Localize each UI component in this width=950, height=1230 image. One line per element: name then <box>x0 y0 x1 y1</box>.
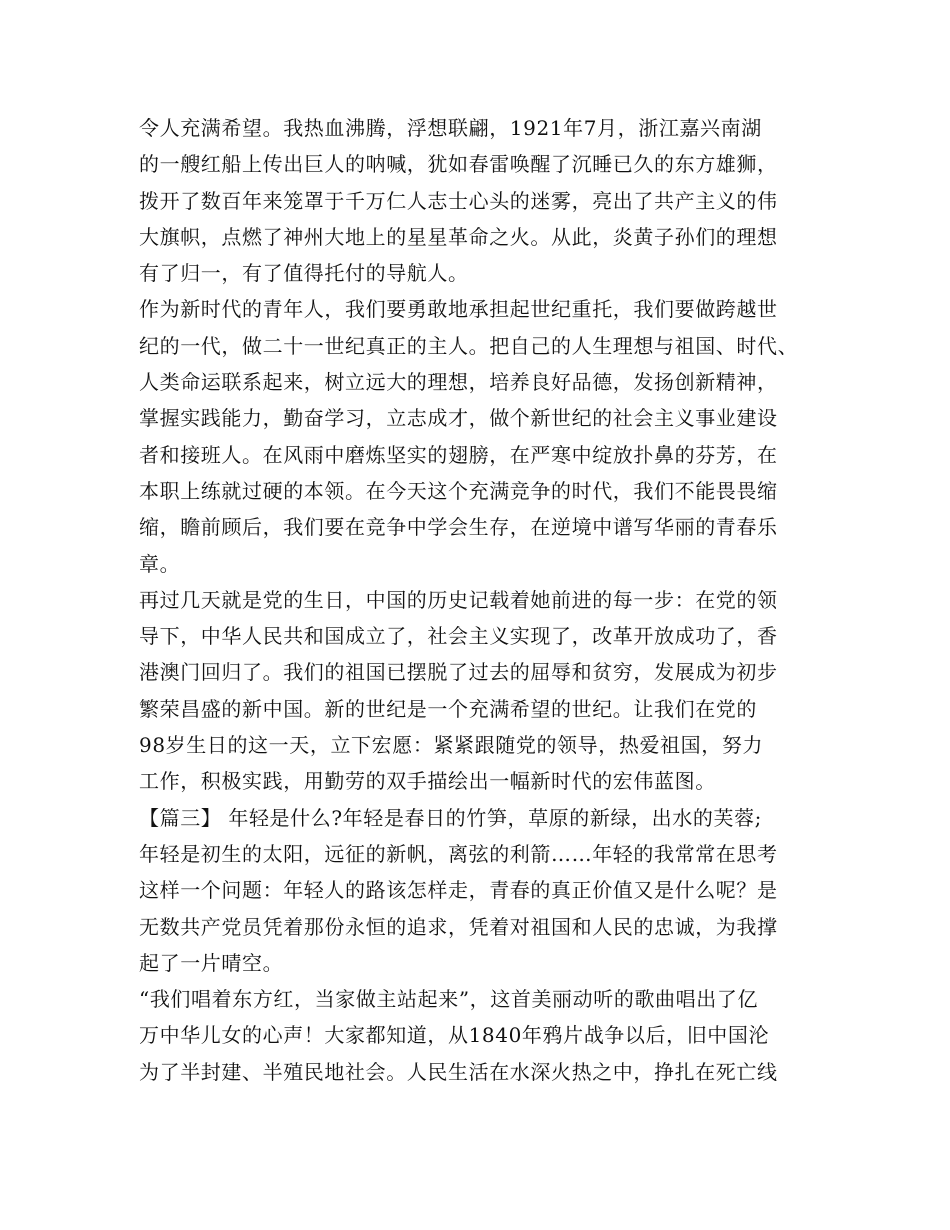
text-line: 繁荣昌盛的新中国。新的世纪是一个充满希望的世纪。让我们在党的 <box>139 696 757 721</box>
text-line: “我们唱着东方红，当家做主站起来”，这首美丽动听的歌曲唱出了亿 <box>139 987 759 1012</box>
text-line: 工作，积极实践，用勤劳的双手描绘出一幅新时代的宏伟蓝图。 <box>139 769 716 794</box>
text-line: 导下，中华人民共和国成立了，社会主义实现了，改革开放成功了，香 <box>139 624 778 649</box>
text-line: 再过几天就是党的生日，中国的历史记载着她前进的每一步：在党的领 <box>139 587 778 612</box>
text-line: 章。 <box>139 551 181 576</box>
text-line: 港澳门回归了。我们的祖国已摆脱了过去的屈辱和贫穷，发展成为初步 <box>139 660 778 685</box>
text-line: 起了一片晴空。 <box>139 950 284 975</box>
text-line: 拨开了数百年来笼罩于千万仁人志士心头的迷雾，亮出了共产主义的伟 <box>139 188 778 213</box>
text-line: 纪的一代，做二十一世纪真正的主人。把自己的人生理想与祖国、时代、 <box>139 333 799 358</box>
text-line: 年轻是初生的太阳，远征的新帆，离弦的利箭……年轻的我常常在思考 <box>139 841 778 866</box>
text-line: 为了半封建、半殖民地社会。人民生活在水深火热之中，挣扎在死亡线 <box>139 1059 778 1084</box>
text-line: 缩，瞻前顾后，我们要在竞争中学会生存，在逆境中谱写华丽的青春乐 <box>139 515 778 540</box>
text-line: 作为新时代的青年人，我们要勇敢地承担起世纪重托，我们要做跨越世 <box>139 297 778 322</box>
text-line: 者和接班人。在风雨中磨炼坚实的翅膀，在严寒中绽放扑鼻的芬芳，在 <box>139 442 778 467</box>
text-line: 人类命运联系起来，树立远大的理想，培养良好品德，发扬创新精神， <box>139 370 778 395</box>
text-line: 本职上练就过硬的本领。在今天这个充满竞争的时代，我们不能畏畏缩 <box>139 478 778 503</box>
text-line: 有了归一，有了值得托付的导航人。 <box>139 261 469 286</box>
text-line: 这样一个问题：年轻人的路该怎样走，青春的真正价值又是什么呢？是 <box>139 878 778 903</box>
text-line: 大旗帜，点燃了神州大地上的星星革命之火。从此，炎黄子孙们的理想 <box>139 224 778 249</box>
text-line: 万中华儿女的心声！大家都知道，从1840年鸦片战争以后，旧中国沦 <box>139 1023 770 1048</box>
text-line: 【篇三】 年轻是什么?年轻是春日的竹笋，草原的新绿，出水的芙蓉; <box>139 805 763 830</box>
text-line: 98岁生日的这一天，立下宏愿：紧紧跟随党的领导，热爱祖国，努力 <box>139 733 764 758</box>
text-line: 无数共产党员凭着那份永恒的追求，凭着对祖国和人民的忠诚，为我撑 <box>139 914 778 939</box>
text-line: 掌握实践能力，勤奋学习，立志成才，做个新世纪的社会主义事业建设 <box>139 406 778 431</box>
text-line: 令人充满希望。我热血沸腾，浮想联翩，1921年7月，浙江嘉兴南湖 <box>139 116 762 140</box>
document-body <box>139 110 819 1090</box>
text-line: 的一艘红船上传出巨人的呐喊，犹如春雷唤醒了沉睡已久的东方雄狮， <box>139 152 778 177</box>
